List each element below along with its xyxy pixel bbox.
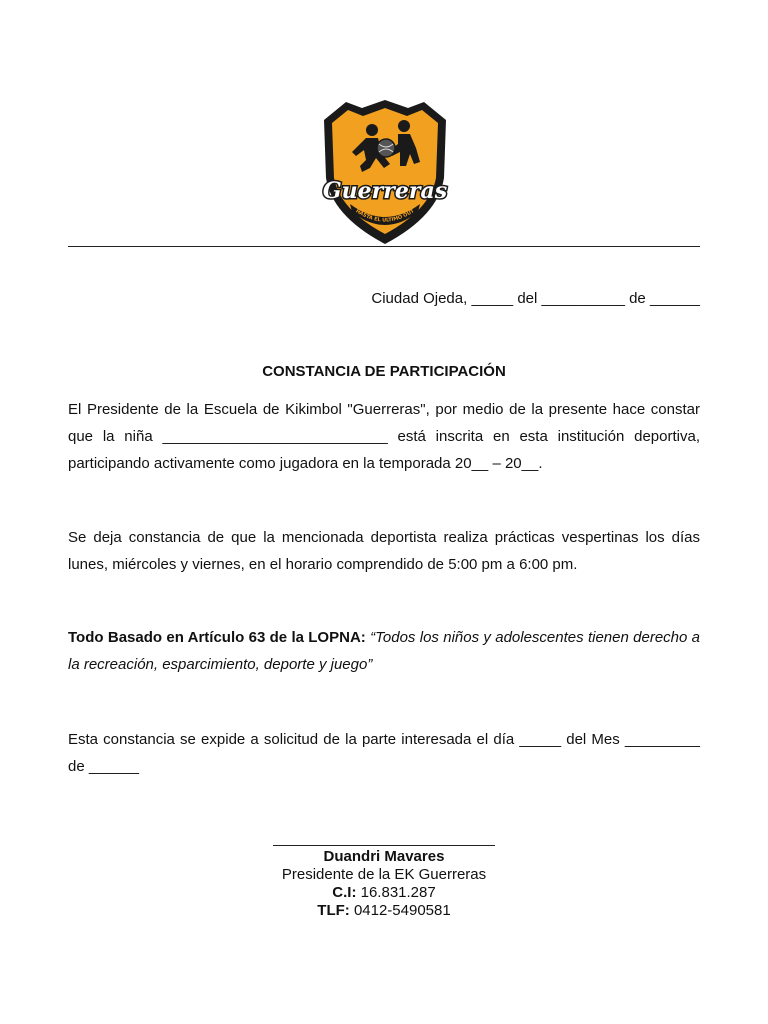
- guerreras-logo: [320, 98, 450, 246]
- ci-label: C.I:: [332, 884, 357, 901]
- ci-value: 16.831.287: [360, 884, 436, 901]
- signer-name: Duandri Mavares: [323, 848, 445, 865]
- svg-text:HASTA EL ULTIMO OUT: HASTA EL ULTIMO OUT: [354, 208, 416, 224]
- header-divider: [68, 246, 700, 247]
- signature-block: [68, 848, 700, 920]
- signer-ci: [68, 884, 700, 902]
- paragraph-issuance: Esta constancia se expide a solicitud de la parte interesada el día _____ del Mes _________ de ______: [68, 731, 700, 775]
- svg-text:Guerreras: Guerreras: [322, 178, 448, 204]
- signer-phone: [68, 902, 700, 920]
- paragraph-legal-basis: [68, 624, 700, 678]
- signer-role: Presidente de la EK Guerreras: [281, 866, 487, 883]
- signature-line: [273, 845, 495, 846]
- tlf-value: 0412-5490581: [353, 902, 451, 919]
- legal-basis-quote: “Todos los niños y adolescentes tienen derecho a la recreación, esparcimiento, deporte y juego”: [68, 629, 701, 673]
- date-line: Ciudad Ojeda, _____ del __________ de ______: [371, 290, 700, 307]
- legal-basis-label: Todo Basado en Artículo 63 de la LOPNA:: [68, 629, 366, 646]
- tlf-label: TLF:: [317, 902, 350, 919]
- paragraph-practice-schedule: Se deja constancia de que la mencionada deportista realiza prácticas vespertinas los días lunes, miércoles y viernes, en el horario comprendido de 5:00 pm a 6:00 pm.: [68, 529, 700, 573]
- paragraph-enrollment: El Presidente de la Escuela de Kikimbol "Guerreras", por medio de la presente hace constar que la niña ___________________________ está inscrita en esta institución deportiva, participando activamente como jugadora en la temporada 20__ – 20__.: [68, 401, 700, 472]
- document-title: CONSTANCIA DE PARTICIPACIÓN: [262, 363, 506, 380]
